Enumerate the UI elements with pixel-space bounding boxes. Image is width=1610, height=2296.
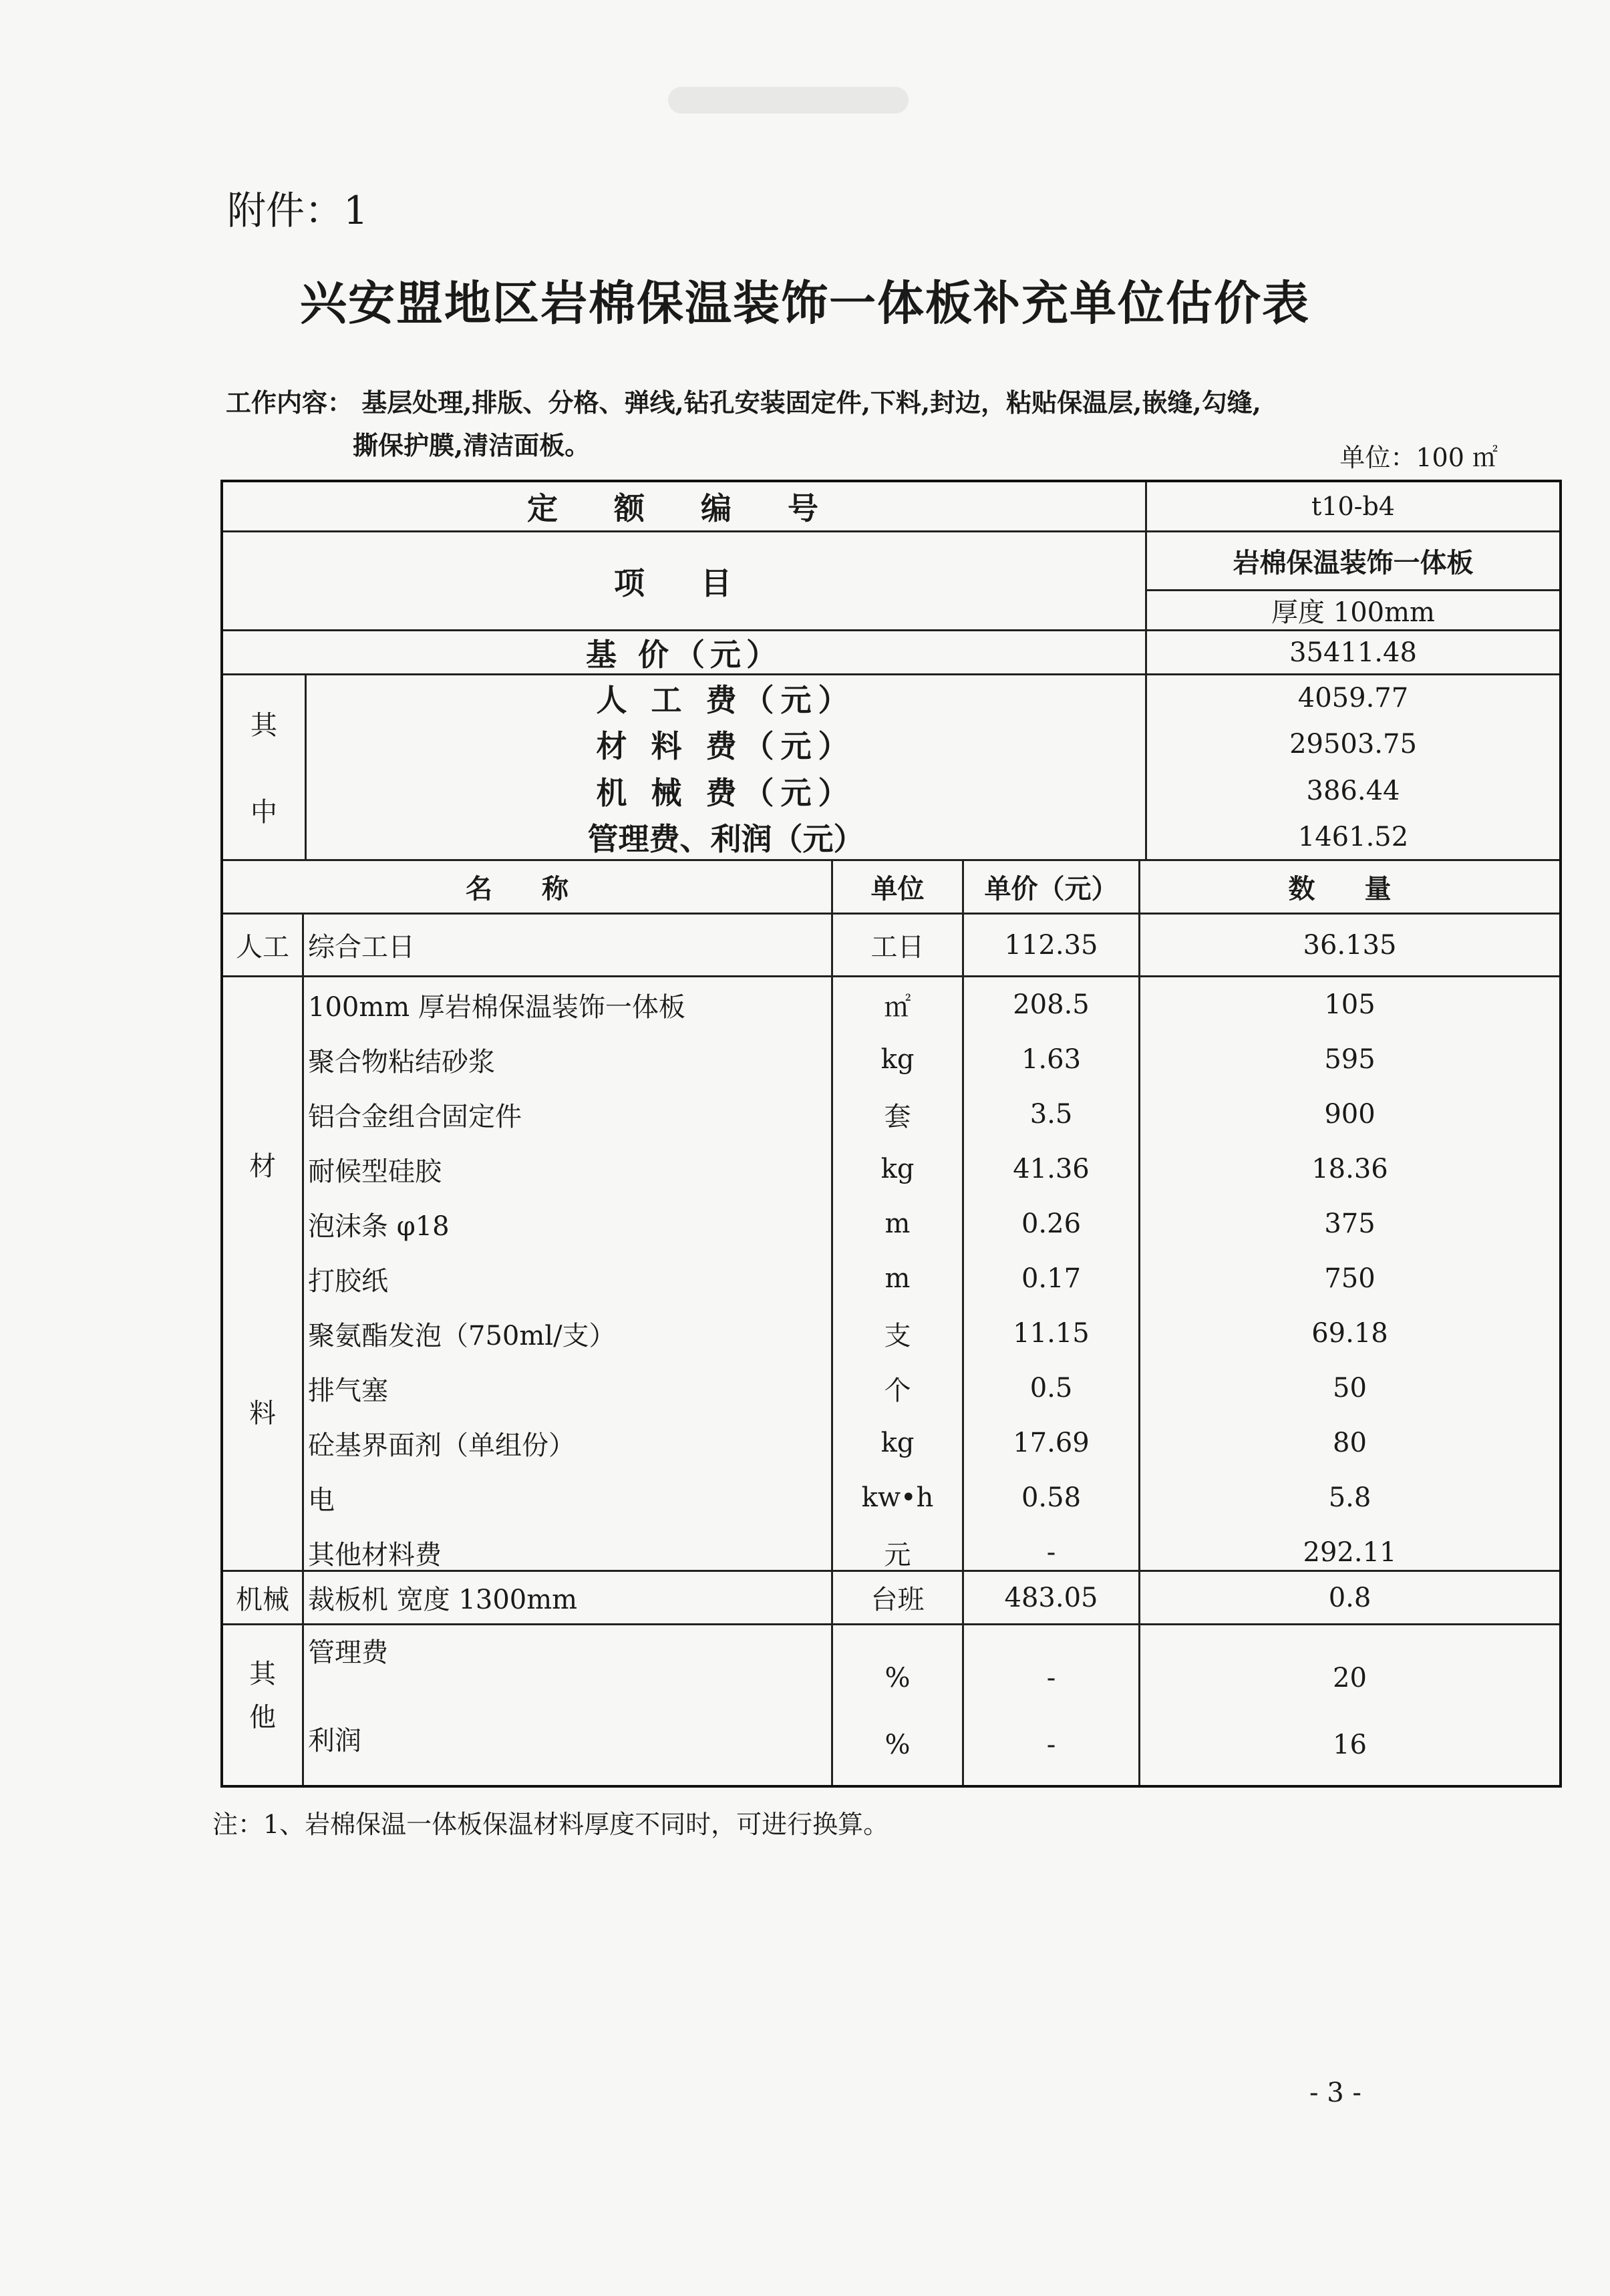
materials-category-2: 料 (249, 1398, 276, 1429)
material-qty: 375 (1324, 1208, 1376, 1239)
material-qty: 750 (1324, 1263, 1376, 1294)
material-name: 100mm 厚岩棉保温装饰一体板 (308, 991, 685, 1023)
material-qty: 80 (1333, 1428, 1367, 1458)
labor-name: 综合工日 (308, 932, 415, 963)
material-unit: kg (880, 1044, 915, 1075)
material-price: 11.15 (1013, 1318, 1090, 1349)
price-table (220, 480, 1562, 1788)
material-price: 0.26 (1021, 1208, 1082, 1239)
material-unit: kw•h (861, 1482, 934, 1513)
material-unit: kg (880, 1154, 915, 1184)
unit-note: 单位：100 ㎡ (1339, 443, 1498, 472)
other-category-2: 他 (249, 1701, 276, 1733)
material-unit: m (884, 1208, 911, 1239)
other-name: 利润 (308, 1725, 361, 1756)
other-name: 管理费 (308, 1637, 388, 1668)
machine-fee-label: 机 械 费（元） (596, 775, 856, 811)
material-qty: 50 (1333, 1373, 1367, 1404)
attachment-label: 附件：1 (227, 188, 368, 233)
material-name: 泡沫条 φ18 (308, 1210, 450, 1242)
among-label-2: 中 (251, 796, 277, 828)
other-qty: 16 (1333, 1730, 1367, 1760)
material-unit: 支 (884, 1320, 911, 1351)
work-content-line-1: 工作内容： 基层处理,排版、分格、弹线,钻孔安装固定件,下料,封边，粘贴保温层,嵌缝,勾缝, (226, 387, 1261, 418)
material-unit: kg (880, 1428, 915, 1458)
other-unit: % (884, 1663, 911, 1693)
base-price-value: 35411.48 (1289, 637, 1417, 668)
other-category-1: 其 (249, 1658, 276, 1689)
quota-number-value: t10-b4 (1311, 492, 1395, 521)
quota-number-label: 定 额 编 号 (526, 490, 842, 526)
material-price: 0.5 (1029, 1373, 1073, 1404)
material-unit: ㎡ (884, 991, 911, 1023)
material-name: 铝合金组合固定件 (308, 1101, 522, 1132)
material-price: 0.17 (1021, 1263, 1082, 1294)
material-unit: m (884, 1263, 911, 1294)
material-name: 耐候型硅胶 (308, 1156, 442, 1187)
item-spec: 厚度 100mm (1271, 597, 1435, 628)
machine-category: 机械 (236, 1585, 289, 1615)
among-label-1: 其 (251, 709, 277, 741)
machine-fee-value: 386.44 (1306, 776, 1400, 806)
material-qty: 18.36 (1311, 1154, 1388, 1184)
material-fee-value: 29503.75 (1289, 729, 1417, 760)
other-price: - (1046, 1663, 1056, 1693)
scan-smudge (668, 87, 909, 114)
material-name: 砼基界面剂（单组份） (308, 1430, 575, 1461)
labor-unit: 工日 (870, 932, 925, 963)
material-name: 排气塞 (308, 1375, 388, 1406)
col-price: 单价（元） (984, 874, 1118, 905)
material-name: 其他材料费 (308, 1539, 442, 1571)
material-price: - (1046, 1537, 1056, 1568)
material-unit: 个 (884, 1375, 911, 1406)
work-content-line-2: 撕保护膜,清洁面板。 (353, 430, 591, 460)
material-price: 17.69 (1013, 1428, 1090, 1458)
labor-qty: 36.135 (1303, 929, 1397, 961)
material-name: 聚氨酯发泡（750ml/支） (308, 1320, 616, 1351)
material-name: 打胶纸 (308, 1265, 388, 1297)
machine-qty: 0.8 (1328, 1582, 1372, 1613)
col-unit: 单位 (870, 874, 925, 905)
labor-fee-label: 人 工 费（元） (596, 682, 856, 718)
item-label: 项 目 (613, 564, 754, 601)
page-number: - 3 - (1309, 2078, 1361, 2108)
material-price: 0.58 (1021, 1482, 1082, 1513)
material-fee-label: 材 料 费（元） (596, 728, 856, 764)
item-name: 岩棉保温装饰一体板 (1233, 548, 1474, 579)
base-price-label: 基 价（元） (585, 636, 782, 673)
material-price: 1.63 (1021, 1044, 1082, 1075)
material-unit: 元 (884, 1539, 911, 1571)
labor-fee-value: 4059.77 (1297, 683, 1409, 713)
labor-category: 人工 (236, 932, 289, 963)
material-qty: 5.8 (1328, 1482, 1372, 1513)
other-qty: 20 (1333, 1663, 1367, 1693)
col-qty: 数 量 (1288, 874, 1412, 905)
machine-price: 483.05 (1004, 1582, 1098, 1613)
material-price: 3.5 (1029, 1099, 1073, 1130)
material-name: 聚合物粘结砂浆 (308, 1046, 495, 1078)
labor-price: 112.35 (1004, 929, 1098, 961)
other-price: - (1046, 1730, 1056, 1760)
material-qty: 105 (1324, 989, 1376, 1020)
col-name: 名 称 (466, 874, 589, 905)
footnote: 注：1、岩棉保温一体板保温材料厚度不同时，可进行换算。 (212, 1810, 889, 1839)
mgmt-fee-label: 管理费、利润（元） (587, 820, 864, 857)
page-title: 兴安盟地区岩棉保温装饰一体板补充单位估价表 (300, 276, 1310, 331)
material-qty: 595 (1324, 1044, 1376, 1075)
material-price: 41.36 (1013, 1154, 1090, 1184)
material-qty: 292.11 (1303, 1537, 1397, 1568)
material-qty: 900 (1324, 1099, 1376, 1130)
machine-unit: 台班 (870, 1585, 925, 1615)
materials-category-1: 材 (249, 1150, 276, 1182)
material-qty: 69.18 (1311, 1318, 1388, 1349)
other-unit: % (884, 1730, 911, 1760)
mgmt-fee-value: 1461.52 (1297, 821, 1409, 852)
material-price: 208.5 (1013, 989, 1090, 1020)
machine-name: 裁板机 宽度 1300mm (308, 1585, 578, 1615)
material-name: 电 (308, 1484, 335, 1516)
material-unit: 套 (884, 1101, 911, 1132)
